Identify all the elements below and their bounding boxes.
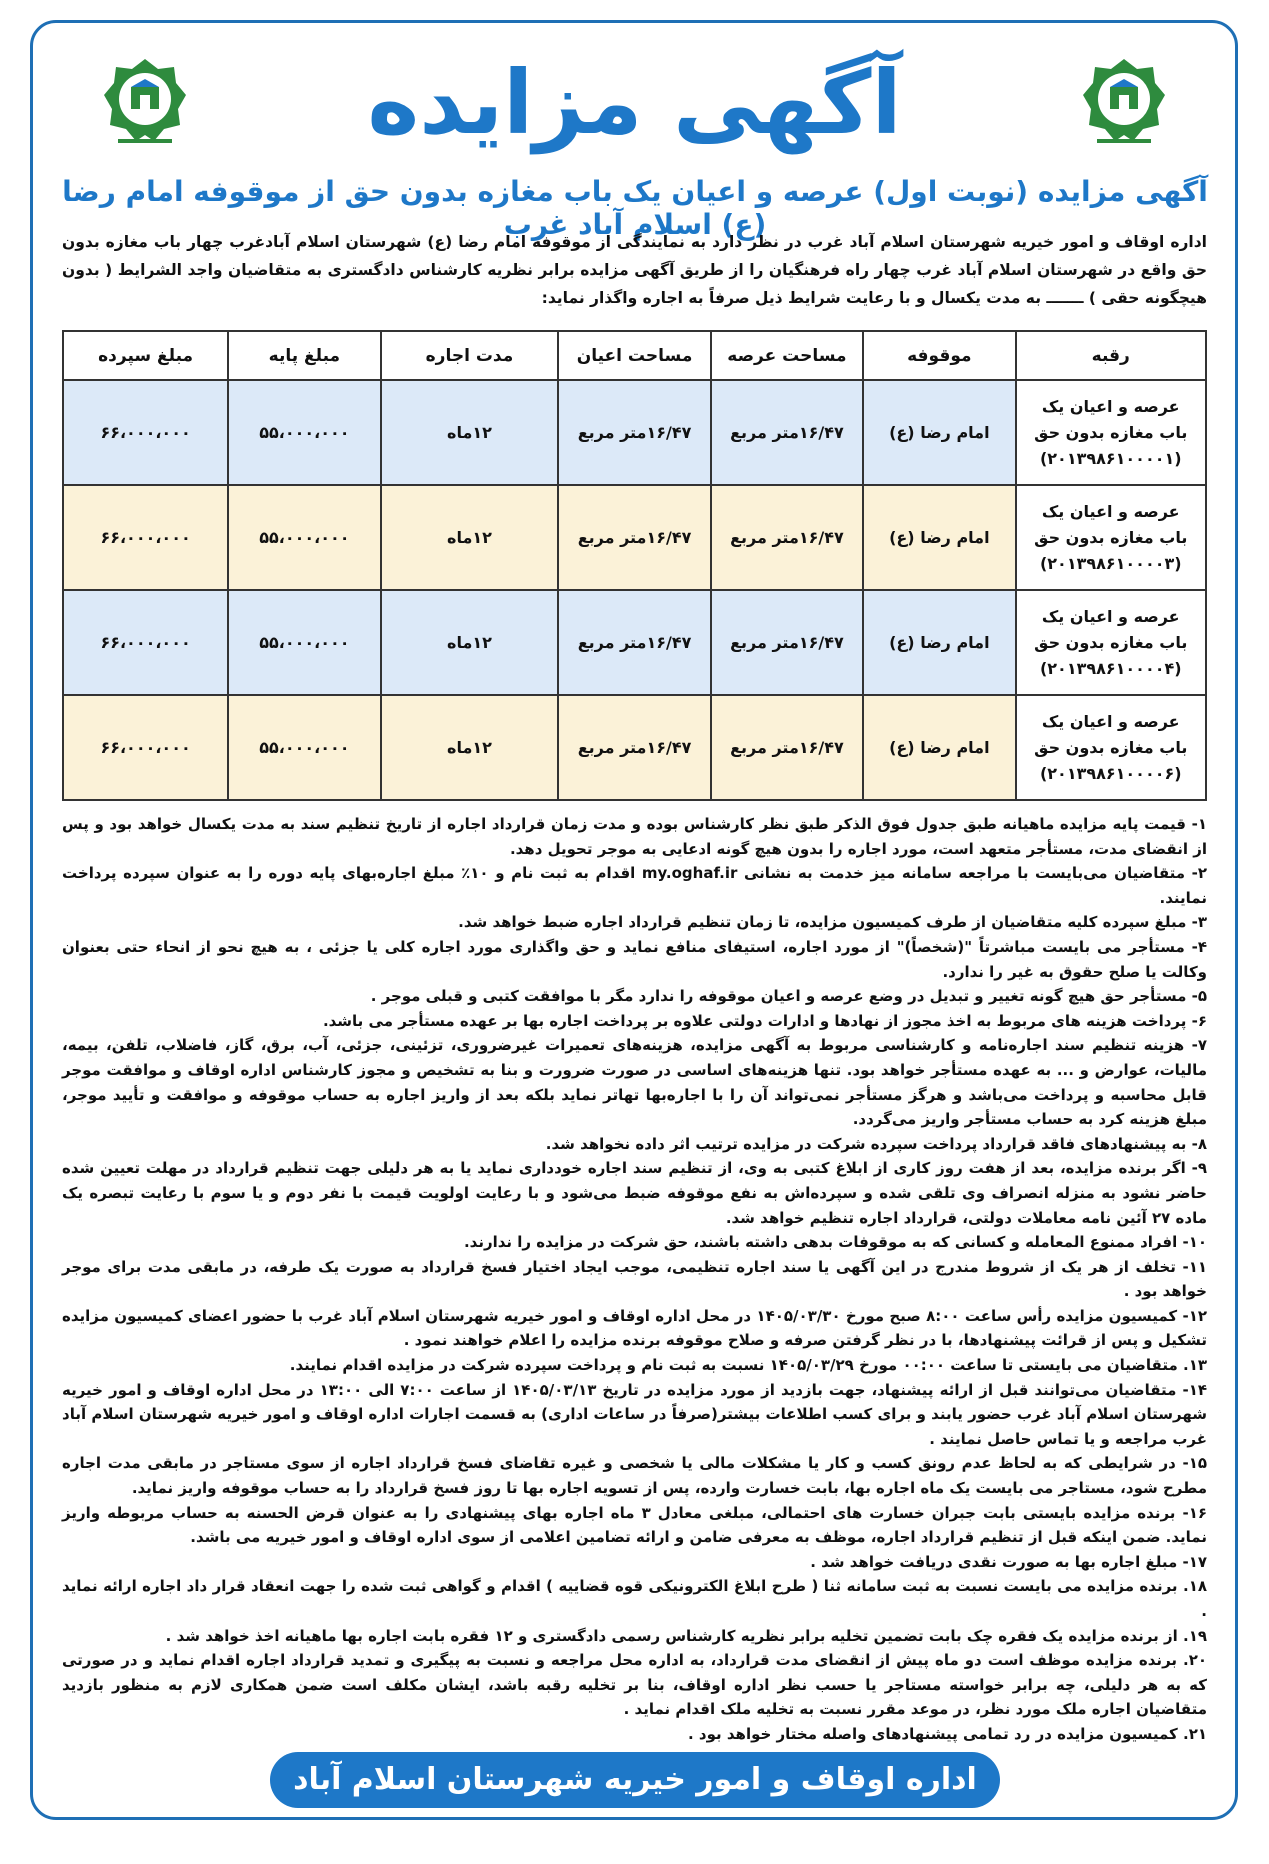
- base-price-cell: ۵۵،۰۰۰،۰۰۰: [228, 380, 380, 485]
- endowment-cell: امام رضا (ع): [863, 590, 1015, 695]
- term-item: ۲- متقاضیان می‌بایست با مراجعه سامانه میز خدمت به نشانی my.oghaf.ir اقدام به ثبت نام و ۱۰٪ مبلغ اجاره‌بهای پایه دوره را به عنوان سپرده پرداخت نمایند.: [62, 864, 1208, 907]
- parcel-cell: عرصه و اعیان یک باب مغازه بدون حق (۲۰۱۳۹۸۶۱۰۰۰۰۱): [1016, 380, 1206, 485]
- term-item: ۱- قیمت پایه مزایده ماهیانه طبق جدول فوق الذکر طبق نظر کارشناس بوده و مدت زمان قرارداد اجاره از تاریخ تنظیم سند به مدت یکسال خواهد بود و پس از انقضای مدت، مستأجر متعهد است، مورد اجاره را بدون هیچ گونه ادعایی به موجر تحویل دهد.: [62, 815, 1207, 858]
- table-header-row: [63, 331, 1206, 380]
- base-price-cell: ۵۵،۰۰۰،۰۰۰: [228, 485, 380, 590]
- table-row: [63, 590, 1206, 695]
- duration-cell: ۱۲ماه: [381, 380, 559, 485]
- endowment-cell: امام رضا (ع): [863, 695, 1015, 800]
- term-item: ۱۶- برنده مزایده بایستی بابت جبران خسارت های احتمالی، مبلغی معادل ۳ ماه اجاره بهای پیشنهادی را به عنوان قرض الحسنه به حساب مربوطه واریز نماید. ضمن اینکه قبل از تنظیم قرارداد اجاره، موظف به معرفی ضامن و ارائه تضامین اعلامی از سوی اداره اوقاف و امور خیریه می باشد.: [62, 1503, 1207, 1547]
- column-header: مدت اجاره: [381, 331, 559, 380]
- column-header: موقوفه: [863, 331, 1015, 380]
- terms-list: [62, 812, 1207, 1747]
- deposit-cell: ۶۶،۰۰۰،۰۰۰: [63, 380, 228, 485]
- term-item: ۱۹. از برنده مزایده یک فقره چک بابت تضمین تخلیه برابر نظریه کارشناس رسمی دادگستری و ۱۲ فقره بابت اجاره بها ماهیانه اخذ خواهد شد .: [165, 1626, 1207, 1645]
- table-row: [63, 695, 1206, 800]
- column-header: مبلغ پایه: [228, 331, 380, 380]
- building-area-cell: ۱۶/۴۷متر مربع: [558, 485, 710, 590]
- term-item: ۸- به پیشنهادهای فاقد قرارداد پرداخت سپرده شرکت در مزایده ترتیب اثر داده نخواهد شد.: [545, 1134, 1207, 1153]
- term-item: ۱۸. برنده مزایده می بایست نسبت به ثبت سامانه ثنا ( طرح ابلاغ الکترونیکی قوه قضاییه ) اقدام و گواهی ثبت شده را جهت انعقاد قرار داد اجاره ارائه نماید .: [62, 1577, 1207, 1620]
- land-area-cell: ۱۶/۴۷متر مربع: [711, 590, 863, 695]
- endowment-cell: امام رضا (ع): [863, 380, 1015, 485]
- land-area-cell: ۱۶/۴۷متر مربع: [711, 380, 863, 485]
- building-area-cell: ۱۶/۴۷متر مربع: [558, 695, 710, 800]
- base-price-cell: ۵۵،۰۰۰،۰۰۰: [228, 590, 380, 695]
- building-area-cell: ۱۶/۴۷متر مربع: [558, 380, 710, 485]
- term-item: ۲۰. برنده مزایده موظف است دو ماه پیش از انقضای مدت قرارداد، به اداره محل مراجعه و نسبت به پیگیری و تمدید قرارداد اجاره اقدام نماید و در صورتی که به هر دلیلی، چه برابر خواسته مستاجر یا حسب نظر اداره اوقاف، بنا بر تخلیه رقبه باشد، ایشان مکلف است ضمن همکاری لازم به منظور بازدید متقاضیان اجاره ملک مورد نظر، در موعد مقرر نسبت به تخلیه ملک اقدام نماید .: [62, 1651, 1207, 1719]
- column-header: مساحت اعیان: [558, 331, 710, 380]
- term-item: ۱۷- مبلغ اجاره بها به صورت نقدی دریافت خواهد شد .: [810, 1552, 1207, 1571]
- building-area-cell: ۱۶/۴۷متر مربع: [558, 590, 710, 695]
- page-subtitle: آگهی مزایده (نوبت اول) عرصه و اعیان یک باب مغازه بدون حق از موقوفه امام رضا (ع) اسلام آباد غرب: [62, 175, 1208, 241]
- table-row: [63, 485, 1206, 590]
- column-header: مساحت عرصه: [711, 331, 863, 380]
- column-header: رقبه: [1016, 331, 1206, 380]
- term-item: ۱۲- کمیسیون مزایده رأس ساعت ۸:۰۰ صبح مورخ ۱۴۰۵/۰۳/۳۰ در محل اداره اوقاف و امور خیریه شهرستان اسلام آباد غرب با حضور اعضای کمیسیون مزایده تشکیل و پس از قرائت پیشنهادها، با در نظر گرفتن صرفه و صلاح موقوفه برنده مزایده را اعلام خواهند نمود .: [62, 1306, 1207, 1350]
- term-item: ۷- هزینه تنظیم سند اجاره‌نامه و کارشناسی مربوط به آگهی مزایده، هزینه‌های تعمیرات غیرضروری، تزئینی، جزئی، آب، برق، گاز، فاضلاب، تلفن، بیمه، مالیات، عوارض و ... به عهده مستأجر خواهد بود. تنها هزینه‌های اساسی در صورت ضرورت و بنا به تشخیص و مجوز کارشناس اداره اوقاف و موافقت موجر قابل محاسبه و پرداخت می‌باشد و هرگز مستأجر نمی‌تواند آن را با اجاره‌بها تهاتر نماید بلکه بعد از واریز اجاره به حساب موقوفه و موافقت و تأیید موجر، مبلغ هزینه کرد به حساب مستأجر واریز می‌گردد.: [62, 1036, 1207, 1129]
- term-item: ۱۳. متقاضیان می بایستی تا ساعت ۰۰:۰۰ مورخ ۱۴۰۵/۰۳/۲۹ نسبت به ثبت نام و پرداخت سپرده شرکت در مزایده اقدام نمایند.: [289, 1356, 1207, 1375]
- intro-paragraph: اداره اوقاف و امور خیریه شهرستان اسلام آباد غرب در نظر دارد به نمایندگی از موقوفه امام رضا (ع) شهرستان اسلام آبادغرب چهار باب مغازه بدون حق واقع در شهرستان اسلام آباد غرب چهار راه فرهنگیان را از طریق آگهی مزایده برابر نظریه کارشناس دادگستری به متقاضیان واجد الشرایط ( بدون هیچگونه حقی ) ـــــــ به مدت یکسال و با رعایت شرایط ذیل صرفاً به اجاره واگذار نماید:: [62, 233, 1207, 307]
- term-item: ۶- پرداخت هزینه های مربوط به اخذ مجوز از نهادها و ادارات دولتی علاوه بر پرداخت اجاره بها بر عهده مستأجر می باشد.: [322, 1011, 1207, 1030]
- parcel-cell: عرصه و اعیان یک باب مغازه بدون حق (۲۰۱۳۹۸۶۱۰۰۰۰۳): [1016, 485, 1206, 590]
- term-item: ۱۵- در شرایطی که به لحاظ عدم رونق کسب و کار یا مشکلات مالی یا شخصی و غیره تقاضای فسخ قرارداد اجاره از سوی مستاجر در مابقی مدت اجاره مطرح شود، مستاجر می بایست یک ماه اجاره بها، بابت خسارت وارده، پس از تسویه اجاره بها تا روز فسخ قرارداد را به حساب موقوفه واریز نماید.: [62, 1454, 1207, 1498]
- parcel-cell: عرصه و اعیان یک باب مغازه بدون حق (۲۰۱۳۹۸۶۱۰۰۰۰۶): [1016, 695, 1206, 800]
- deposit-cell: ۶۶،۰۰۰،۰۰۰: [63, 590, 228, 695]
- term-item: ۳- مبلغ سپرده کلیه متقاضیان از طرف کمیسیون مزایده، تا زمان تنظیم قرارداد اجاره ضبط خواهد شد.: [458, 913, 1207, 932]
- duration-cell: ۱۲ماه: [381, 695, 559, 800]
- term-item: ۹- اگر برنده مزایده، بعد از هفت روز کاری از ابلاغ کتبی به وی، از تنظیم سند اجاره خودداری نماید یا به هر دلیلی جهت تنظیم قرارداد در مهلت تعیین شده حاضر نشود به منزله انصراف وی تلقی شده و سپرده‌اش به نفع موقوفه ضبط می‌شود و با رعایت اولویت قیمت با نفر دوم و یا سوم با رعایت تبصره یک ماده ۲۷ آئین نامه معاملات دولتی، قرارداد اجاره تنظیم خواهد شد.: [62, 1159, 1207, 1227]
- auction-table: [62, 330, 1207, 801]
- footer-text: اداره اوقاف و امور خیریه شهرستان اسلام آباد غرب: [293, 1762, 977, 1853]
- term-item: ۱۴- متقاضیان می‌توانند قبل از ارائه پیشنهاد، جهت بازدید از مورد مزایده در تاریخ ۱۴۰۵/۰۳/۱۳ از ساعت ۷:۰۰ الی ۱۳:۰۰ در محل اداره اوقاف و امور خیریه شهرستان اسلام آباد غرب حضور یابند و برای کسب اطلاعات بیشتر(صرفاً در ساعات اداری) به قسمت اجارات اداره اوقاف و امور خیریه شهرستان اسلام آباد غرب مراجعه و یا تماس حاصل نمایند .: [62, 1380, 1207, 1448]
- term-item: ۴- مستأجر می بایست مباشرتاً "(شخصاً)" از مورد اجاره، استیفای منافع نماید و حق واگذاری مورد اجاره کلی یا جزئی ، به هیچ نحو از انحاء حتی بعنوان وکالت یا صلح حقوق به غیر را ندارد.: [62, 937, 1207, 981]
- column-header: مبلغ سپرده: [63, 331, 228, 380]
- base-price-cell: ۵۵،۰۰۰،۰۰۰: [228, 695, 380, 800]
- term-item: ۵- مستأجر حق هیچ گونه تغییر و تبدیل در وضع عرصه و اعیان موقوفه را ندارد مگر با موافقت کتبی و قبلی موجر .: [370, 987, 1207, 1006]
- land-area-cell: ۱۶/۴۷متر مربع: [711, 695, 863, 800]
- table-row: [63, 380, 1206, 485]
- land-area-cell: ۱۶/۴۷متر مربع: [711, 485, 863, 590]
- deposit-cell: ۶۶،۰۰۰،۰۰۰: [63, 695, 228, 800]
- duration-cell: ۱۲ماه: [381, 485, 559, 590]
- term-item: ۱۱- تخلف از هر یک از شروط مندرج در این آگهی یا سند اجاره تنظیمی، موجب ایجاد اختیار فسخ قرارداد به صورت یک طرفه، در مابقی مدت برای موجر خواهد بود .: [62, 1257, 1207, 1301]
- page-title: آگهی مزایده: [367, 51, 902, 154]
- deposit-cell: ۶۶،۰۰۰،۰۰۰: [63, 485, 228, 590]
- duration-cell: ۱۲ماه: [381, 590, 559, 695]
- term-item: ۲۱. کمیسیون مزایده در رد تمامی پیشنهادهای واصله مختار خواهد بود .: [688, 1724, 1207, 1743]
- endowment-cell: امام رضا (ع): [863, 485, 1015, 590]
- term-item: ۱۰- افراد ممنوع المعامله و کسانی که به موقوفات بدهی داشته باشند، حق شرکت در مزایده را ندارند.: [463, 1233, 1207, 1252]
- parcel-cell: عرصه و اعیان یک باب مغازه بدون حق (۲۰۱۳۹۸۶۱۰۰۰۰۴): [1016, 590, 1206, 695]
